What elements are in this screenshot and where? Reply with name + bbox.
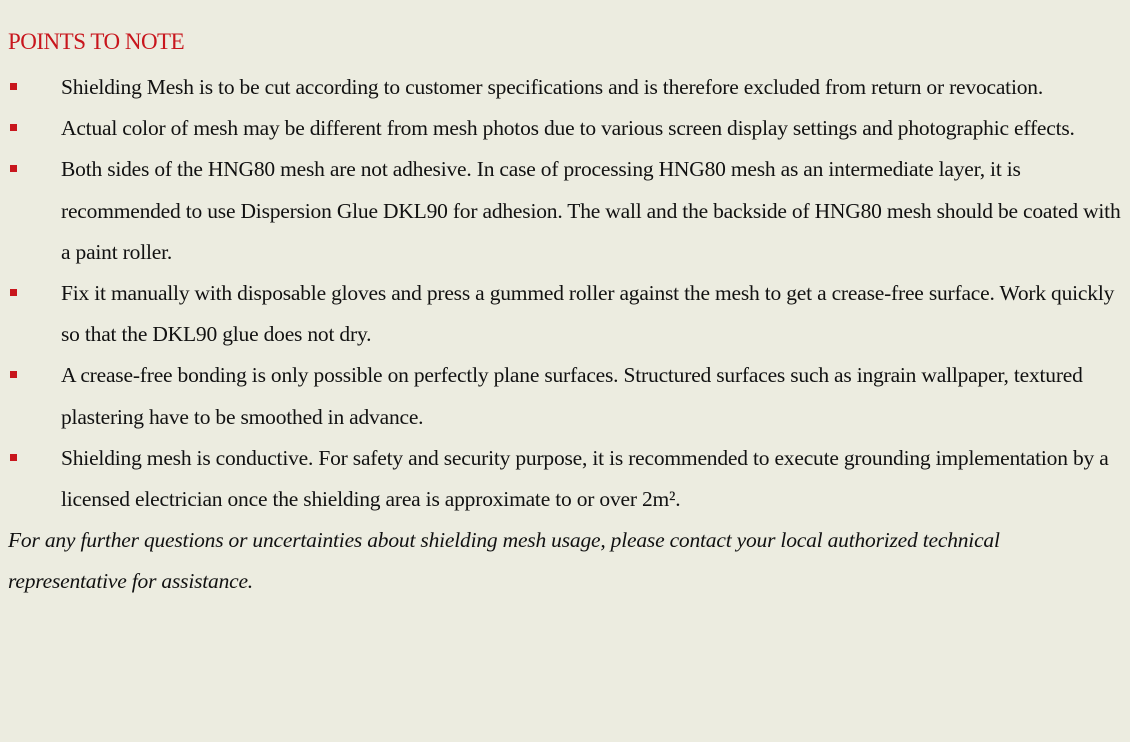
bullet-square-icon [10,371,17,378]
bullet-square-icon [10,83,17,90]
bullet-square-icon [10,454,17,461]
note-item [8,438,1124,520]
note-item [8,273,1124,355]
closing-note: For any further questions or uncertainties about shielding mesh usage, please contact your local authorized technical representative for assistance. [8,528,1000,594]
bullet-square-icon [10,289,17,296]
note-text: Actual color of mesh may be different from mesh photos due to various screen display settings and photographic effects. [61,116,1075,141]
notes-list [8,67,1124,520]
bullet-square-icon [10,124,17,131]
note-text: Shielding Mesh is to be cut according to customer specifications and is therefore excluded from return or revocation. [61,75,1044,99]
note-text: Fix it manually with disposable gloves and press a gummed roller against the mesh to get a crease-free surface. Work quickly so that the DKL90 glue does not dry. [61,281,1115,347]
bullet-square-icon [10,165,17,172]
note-text: Both sides of the HNG80 mesh are not adhesive. In case of processing HNG80 mesh as an intermediate layer, it is recommended to use Dispersion Glue DKL90 for adhesion. The wall and the backside of HNG80 mesh should be coated with a paint roller. [61,157,1121,264]
note-item [8,108,1124,149]
note-text: A crease-free bonding is only possible on perfectly plane surfaces. Structured surfaces such as ingrain wallpaper, textured plastering have to be smoothed in advance. [61,363,1083,429]
section-heading: POINTS TO NOTE [8,29,185,54]
note-item [8,149,1124,273]
note-item [8,67,1124,108]
note-item [8,355,1124,437]
note-text: Shielding mesh is conductive. For safety and security purpose, it is recommended to execute grounding implementation by a licensed electrician once the shielding area is approximate to or over 2m². [61,445,1109,512]
